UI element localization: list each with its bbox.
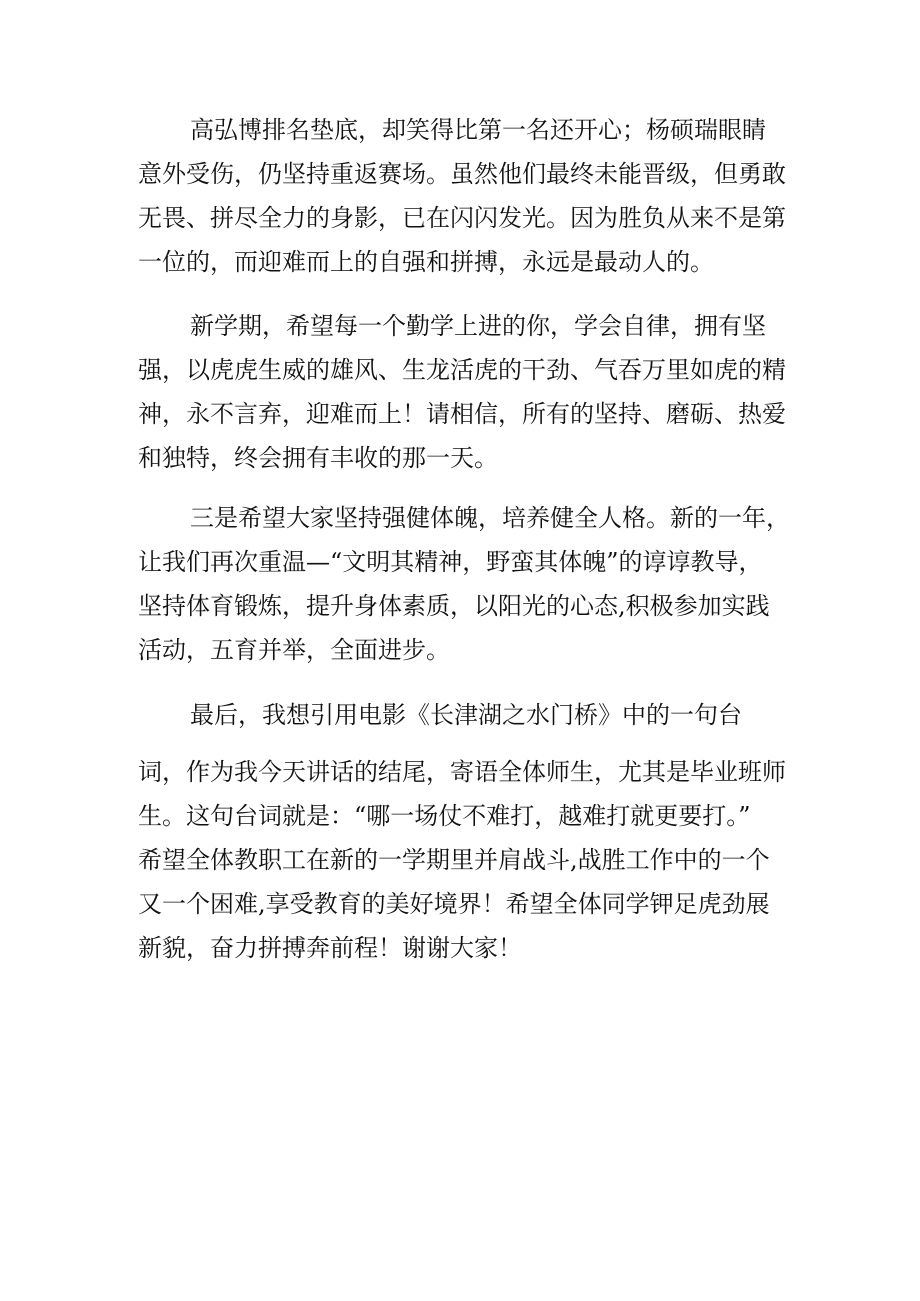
paragraph-line: 让我们再次重温—“文明其精神，野蛮其体魄”的谆谆教导， [138, 548, 763, 576]
paragraph-line: 无畏、拼尽全力的身影，已在闪闪发光。因为胜负从来不是第 [138, 204, 786, 232]
paragraph-line: 活动，五育并举，全面进步。 [138, 636, 450, 664]
paragraph-4 [138, 693, 798, 737]
paragraph-line: 三是希望大家坚持强健体魄，培养健全人格。新的一年， [190, 504, 790, 532]
paragraph-line: 一位的，而迎难而上的自强和拼搏，永远是最动人的。 [138, 248, 714, 276]
paragraph-2 [138, 304, 798, 480]
paragraph-line: 意外受伤，仍坚持重返赛场。虽然他们最终未能晋级，但勇敢 [138, 160, 786, 188]
paragraph-line: 新貌，奋力拼搏奔前程！谢谢大家！ [138, 934, 522, 962]
paragraph-3 [138, 496, 798, 672]
paragraph-line: 和独特，终会拥有丰收的那一天。 [138, 444, 498, 472]
paragraph-line: 希望全体教职工在新的一学期里并肩战斗,战胜工作中的一个 [138, 846, 770, 874]
paragraph-line: 又一个困难,享受教育的美好境界！希望全体同学钾足虎劲展 [138, 890, 770, 918]
paragraph-5 [138, 750, 798, 970]
paragraph-line: 最后，我想引用电影《长津湖之水门桥》中的一句台 [190, 701, 742, 729]
paragraph-line: 坚持体育锻炼，提升身体素质，以阳光的心态,积极参加实践 [138, 592, 770, 620]
paragraph-line: 神，永不言弃，迎难而上！请相信，所有的坚持、磨砺、热爱 [138, 400, 786, 428]
paragraph-line: 新学期，希望每一个勤学上进的你，学会自律，拥有坚 [190, 312, 766, 340]
paragraph-line: 强，以虎虎生威的雄风、生龙活虎的干劲、气吞万里如虎的精 [138, 356, 786, 384]
paragraph-1 [138, 108, 798, 284]
paragraph-line: 高弘博排名垫底，却笑得比第一名还开心；杨硕瑞眼睛 [190, 116, 766, 144]
paragraph-line: 词，作为我今天讲话的结尾，寄语全体师生，尤其是毕业班师 [138, 758, 786, 786]
paragraph-line: 生。这句台词就是：“哪一场仗不难打，越难打就更要打。” [138, 802, 751, 830]
